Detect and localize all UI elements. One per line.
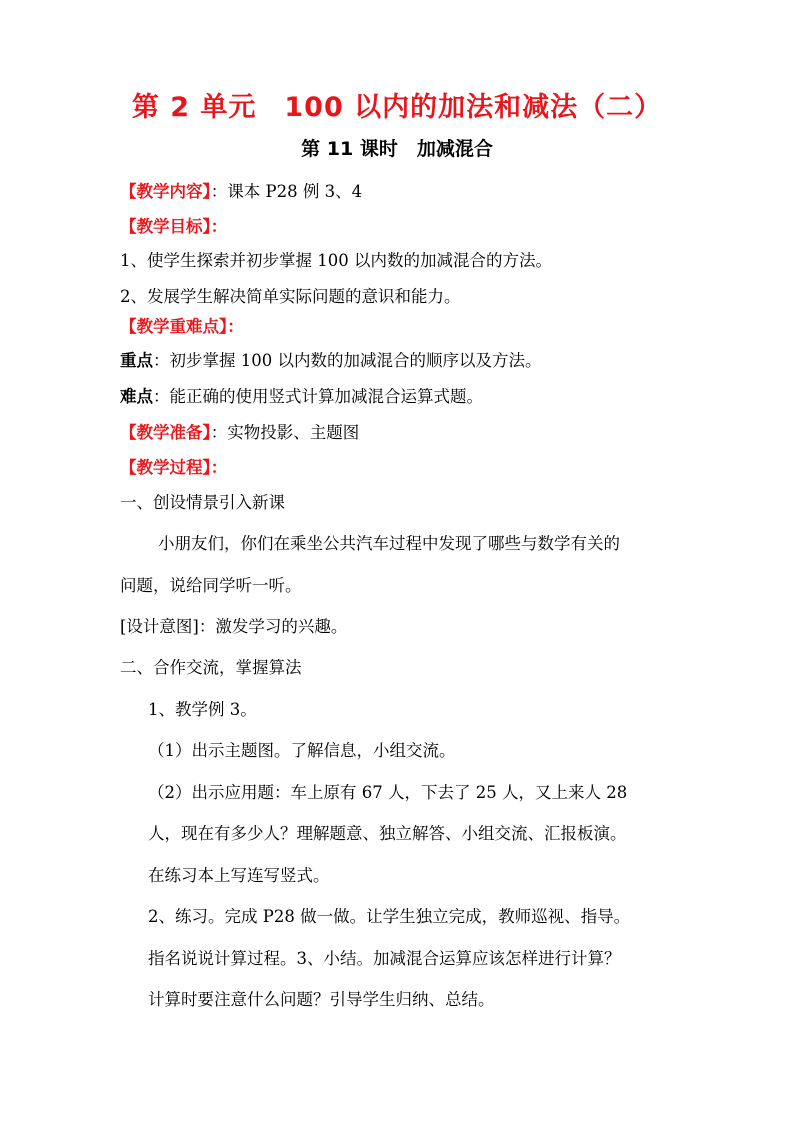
item-2-line2: 指名说说计算过程。3、小结。加减混合运算应该怎样进行计算？ (148, 949, 621, 968)
key-point-text: ：初步掌握 100 以内数的加减混合的顺序以及方法。 (153, 351, 542, 370)
teaching-content-line (120, 180, 362, 204)
key-difficult-line (120, 315, 244, 339)
teaching-goal-line (120, 215, 227, 239)
key-difficult-label: 【教学重难点】 (120, 317, 228, 336)
part1-design-intent: [设计意图]：激发学习的兴趣。 (120, 617, 348, 636)
key-difficult-colon: ： (227, 317, 244, 336)
item-1-2-line2: 人，现在有多少人？理解题意、独立解答、小组交流、汇报板演。 (148, 824, 627, 843)
teaching-goal-colon: ： (210, 217, 228, 236)
teaching-content-value: ：课本 P28 例 3、4 (210, 182, 363, 201)
teaching-process-line (120, 456, 227, 480)
part1-paragraph-line2: 问题，说给同学听一听。 (120, 576, 302, 595)
difficult-point-line (120, 385, 483, 409)
part1-heading: 一、创设情景引入新课 (120, 493, 285, 512)
teaching-prep-value: ：实物投影、主题图 (210, 423, 360, 442)
difficult-point-text: ：能正确的使用竖式计算加减混合运算式题。 (153, 387, 483, 406)
item-1-1: （1）出示主题图。了解信息，小组交流。 (148, 741, 456, 760)
unit-title: 第 2 单元 100 以内的加法和减法（二） (131, 92, 663, 123)
part2-heading: 二、合作交流，掌握算法 (120, 658, 302, 677)
lesson-subtitle: 第 11 课时 加减混合 (301, 138, 493, 160)
teaching-prep-label: 【教学准备】 (120, 423, 211, 442)
teaching-goal-label: 【教学目标】 (120, 217, 211, 236)
item-1-2-line3: 在练习本上写连写竖式。 (148, 866, 330, 885)
item-2-line3: 计算时要注意什么问题？引导学生归纳、总结。 (148, 990, 495, 1009)
difficult-point-label: 难点 (120, 387, 153, 406)
teaching-process-colon: ： (210, 458, 228, 477)
teaching-content-label: 【教学内容】 (120, 182, 211, 201)
key-point-line (120, 349, 541, 373)
goal-item-2: 2、发展学生解决简单实际问题的意识和能力。 (120, 287, 461, 306)
part1-paragraph-line1: 小朋友们，你们在乘坐公共汽车过程中发现了哪些与数学有关的 (158, 534, 620, 553)
teaching-prep-line (120, 421, 359, 445)
goal-item-1: 1、使学生探索并初步掌握 100 以内数的加减混合的方法。 (120, 251, 552, 270)
item-2-line1: 2、练习。完成 P28 做一做。让学生独立完成，教师巡视、指导。 (148, 907, 631, 926)
teaching-process-label: 【教学过程】 (120, 458, 211, 477)
key-point-label: 重点 (120, 351, 153, 370)
item-1: 1、教学例 3。 (148, 700, 257, 719)
item-1-2-line1: （2）出示应用题：车上原有 67 人，下去了 25 人，又上来人 28 (148, 783, 628, 802)
